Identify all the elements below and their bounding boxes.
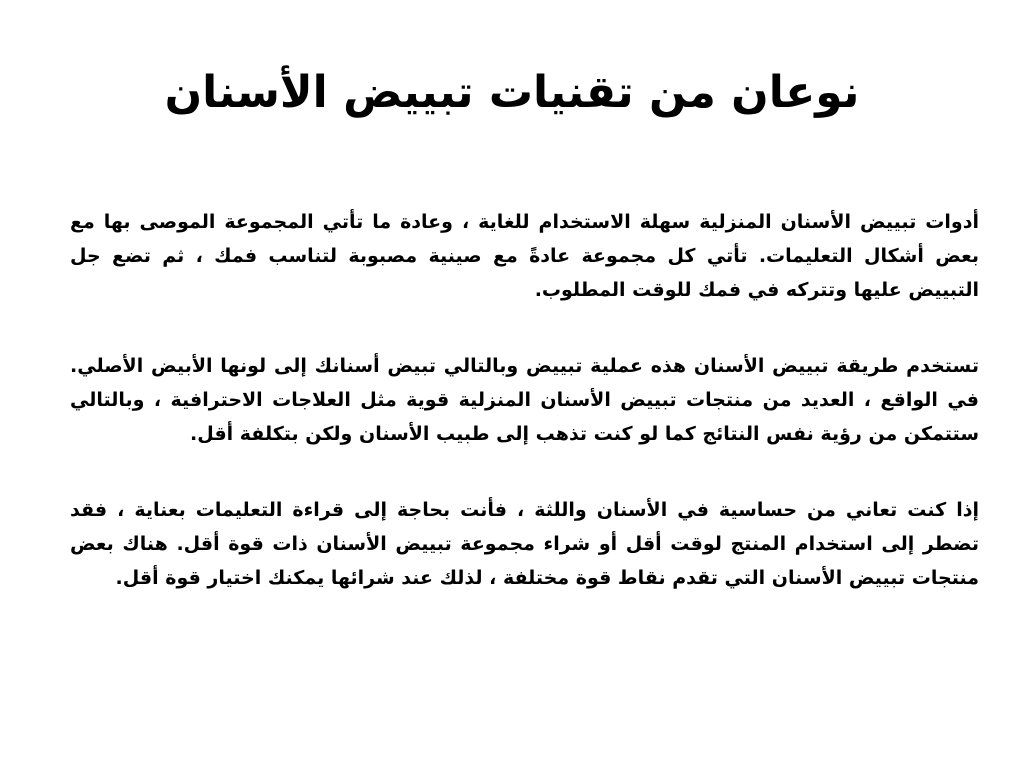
paragraph-home-kits: أدوات تبييض الأسنان المنزلية سهلة الاستخدام للغاية ، وعادة ما تأتي المجموعة الموصى بها مع بعض أشكال التعليمات. تأتي كل مجموعة عادةً مع صينية مصبوبة لتناسب فمك ، ثم تضع جل التبييض عليها وتتركه في فمك للوقت المطلوب.	[70, 211, 979, 301]
slide-body	[70, 205, 979, 637]
slide-title: نوعان من تقنيات تبييض الأسنان	[164, 67, 860, 118]
paragraph-whitening-method: تستخدم طريقة تبييض الأسنان هذه عملية تبييض وبالتالي تبيض أسنانك إلى لونها الأبيض الأصلي. في الواقع ، العديد من منتجات تبييض الأسنان المنزلية قوية مثل العلاجات الاحترافية ، وبالتالي ستتمكن من رؤية نفس النتائج كما لو كنت تذهب إلى طبيب الأسنان ولكن بتكلفة أقل.	[70, 355, 979, 445]
paragraph-sensitivity: إذا كنت تعاني من حساسية في الأسنان واللثة ، فأنت بحاجة إلى قراءة التعليمات بعناية ، فقد تضطر إلى استخدام المنتج لوقت أقل أو شراء مجموعة تبييض الأسنان ذات قوة أقل. هناك بعض منتجات تبييض الأسنان التي تقدم نقاط قوة مختلفة ، لذلك عند شرائها يمكنك اختيار قوة أقل.	[70, 499, 979, 589]
